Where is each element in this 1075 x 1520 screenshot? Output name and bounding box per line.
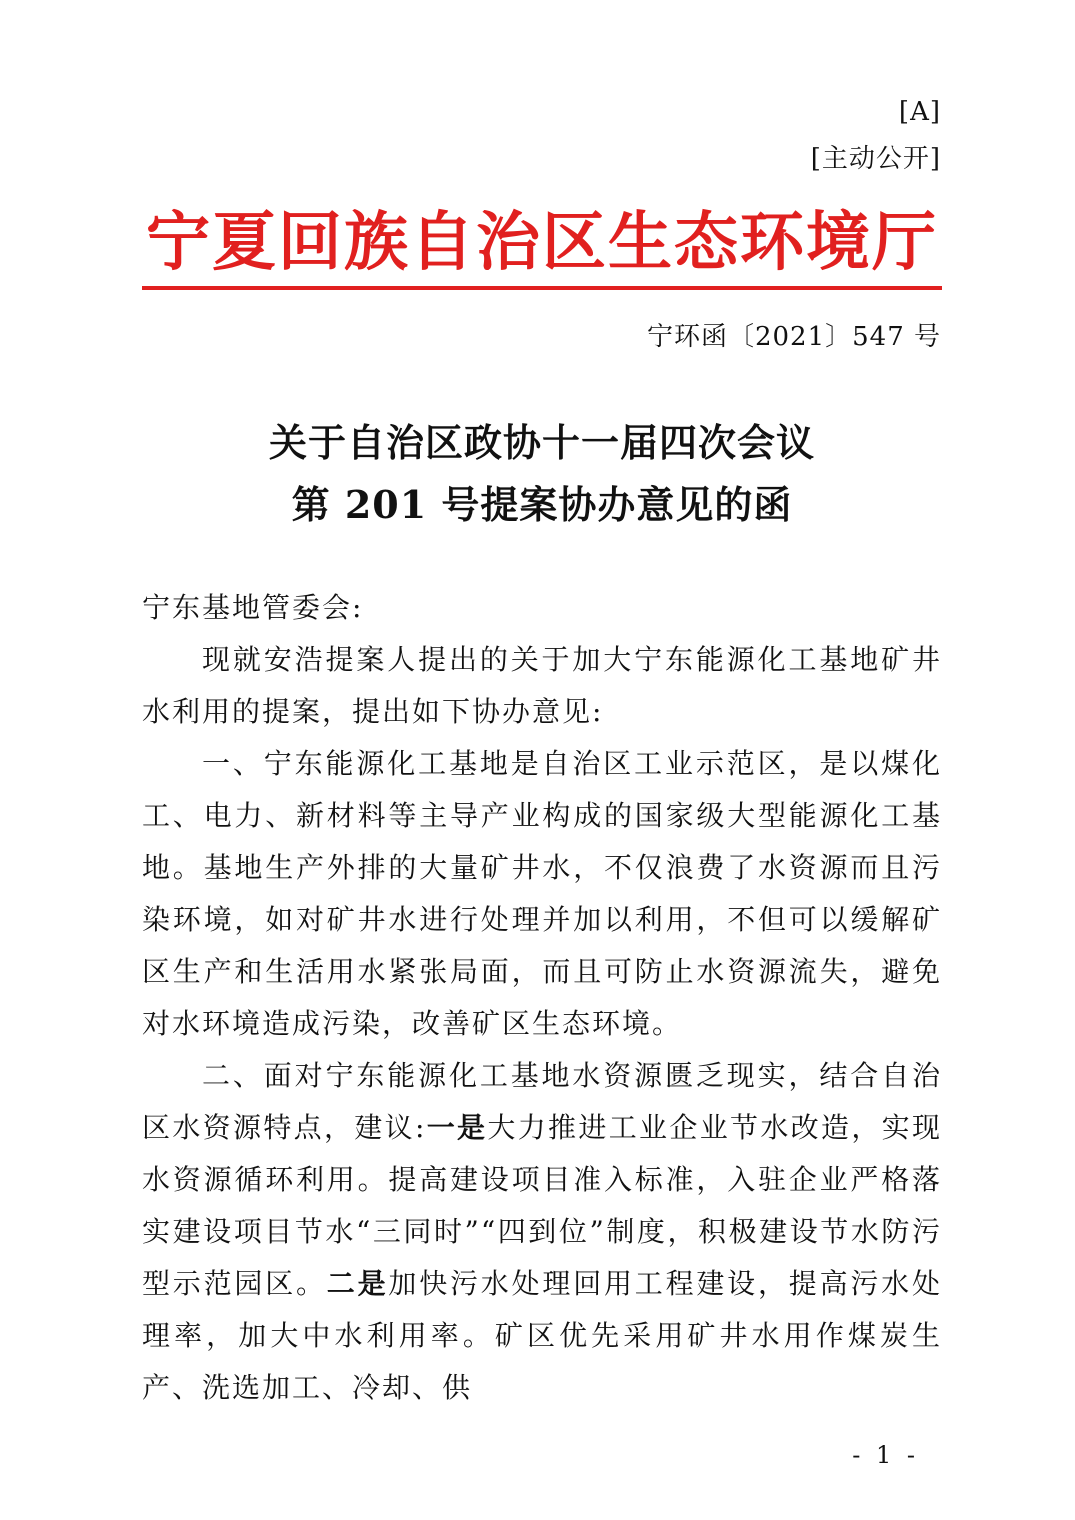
letter-body — [142, 582, 942, 1414]
disclosure-status: [主动公开] — [810, 144, 941, 174]
paragraph-intro: 现就安浩提案人提出的关于加大宁东能源化工基地矿井水利用的提案，提出如下协办意见: — [142, 643, 942, 728]
paragraph-point-one: 一、宁东能源化工基地是自治区工业示范区，是以煤化工、电力、新材料等主导产业构成的国家级大型能源化工基地。基地生产外排的大量矿井水，不仅浪费了水资源而且污染环境，如对矿井水进行处理并加以利用，不但可以缓解矿区生产和生活用水紧张局面，而且可防止水资源流失，避免对水环境造成污染，改善矿区生态环境。 — [142, 747, 942, 1040]
paragraph-point-two — [142, 1050, 942, 1414]
title-line-2: 第 201 号提案协办意见的函 — [291, 482, 793, 527]
issuing-organization: 宁夏回族自治区生态环境厅 — [146, 206, 938, 280]
title-line-1: 关于自治区政协十一届四次会议 — [268, 420, 815, 465]
first-suggestion-label: 一是 — [426, 1111, 488, 1144]
point-two-intro: 二、面对宁东能源化工基地水资源匮乏现实，结合自治区水资源特点，建议: — [142, 1059, 942, 1144]
document-number: 宁环函〔2021〕547 号 — [646, 322, 941, 352]
second-suggestion-label: 二是 — [326, 1267, 389, 1300]
first-suggestion-text: 大力推进工业企业节水改造，实现水资源循环利用。提高建设项目准入标准，入驻企业严格落实建设项目节水“三同时”“四到位”制度，积极建设节水防污型示范园区。 — [142, 1111, 942, 1300]
red-header-divider — [142, 286, 942, 290]
recipient-line: 宁东基地管委会: — [142, 591, 364, 624]
page-number: - 1 - — [852, 1441, 919, 1469]
classification-level: [A] — [898, 97, 941, 127]
document-title — [142, 412, 942, 536]
second-suggestion-text: 加快污水处理回用工程建设，提高污水处理率，加大中水利用率。矿区优先采用矿井水用作煤炭生产、洗选加工、冷却、供 — [142, 1267, 942, 1404]
